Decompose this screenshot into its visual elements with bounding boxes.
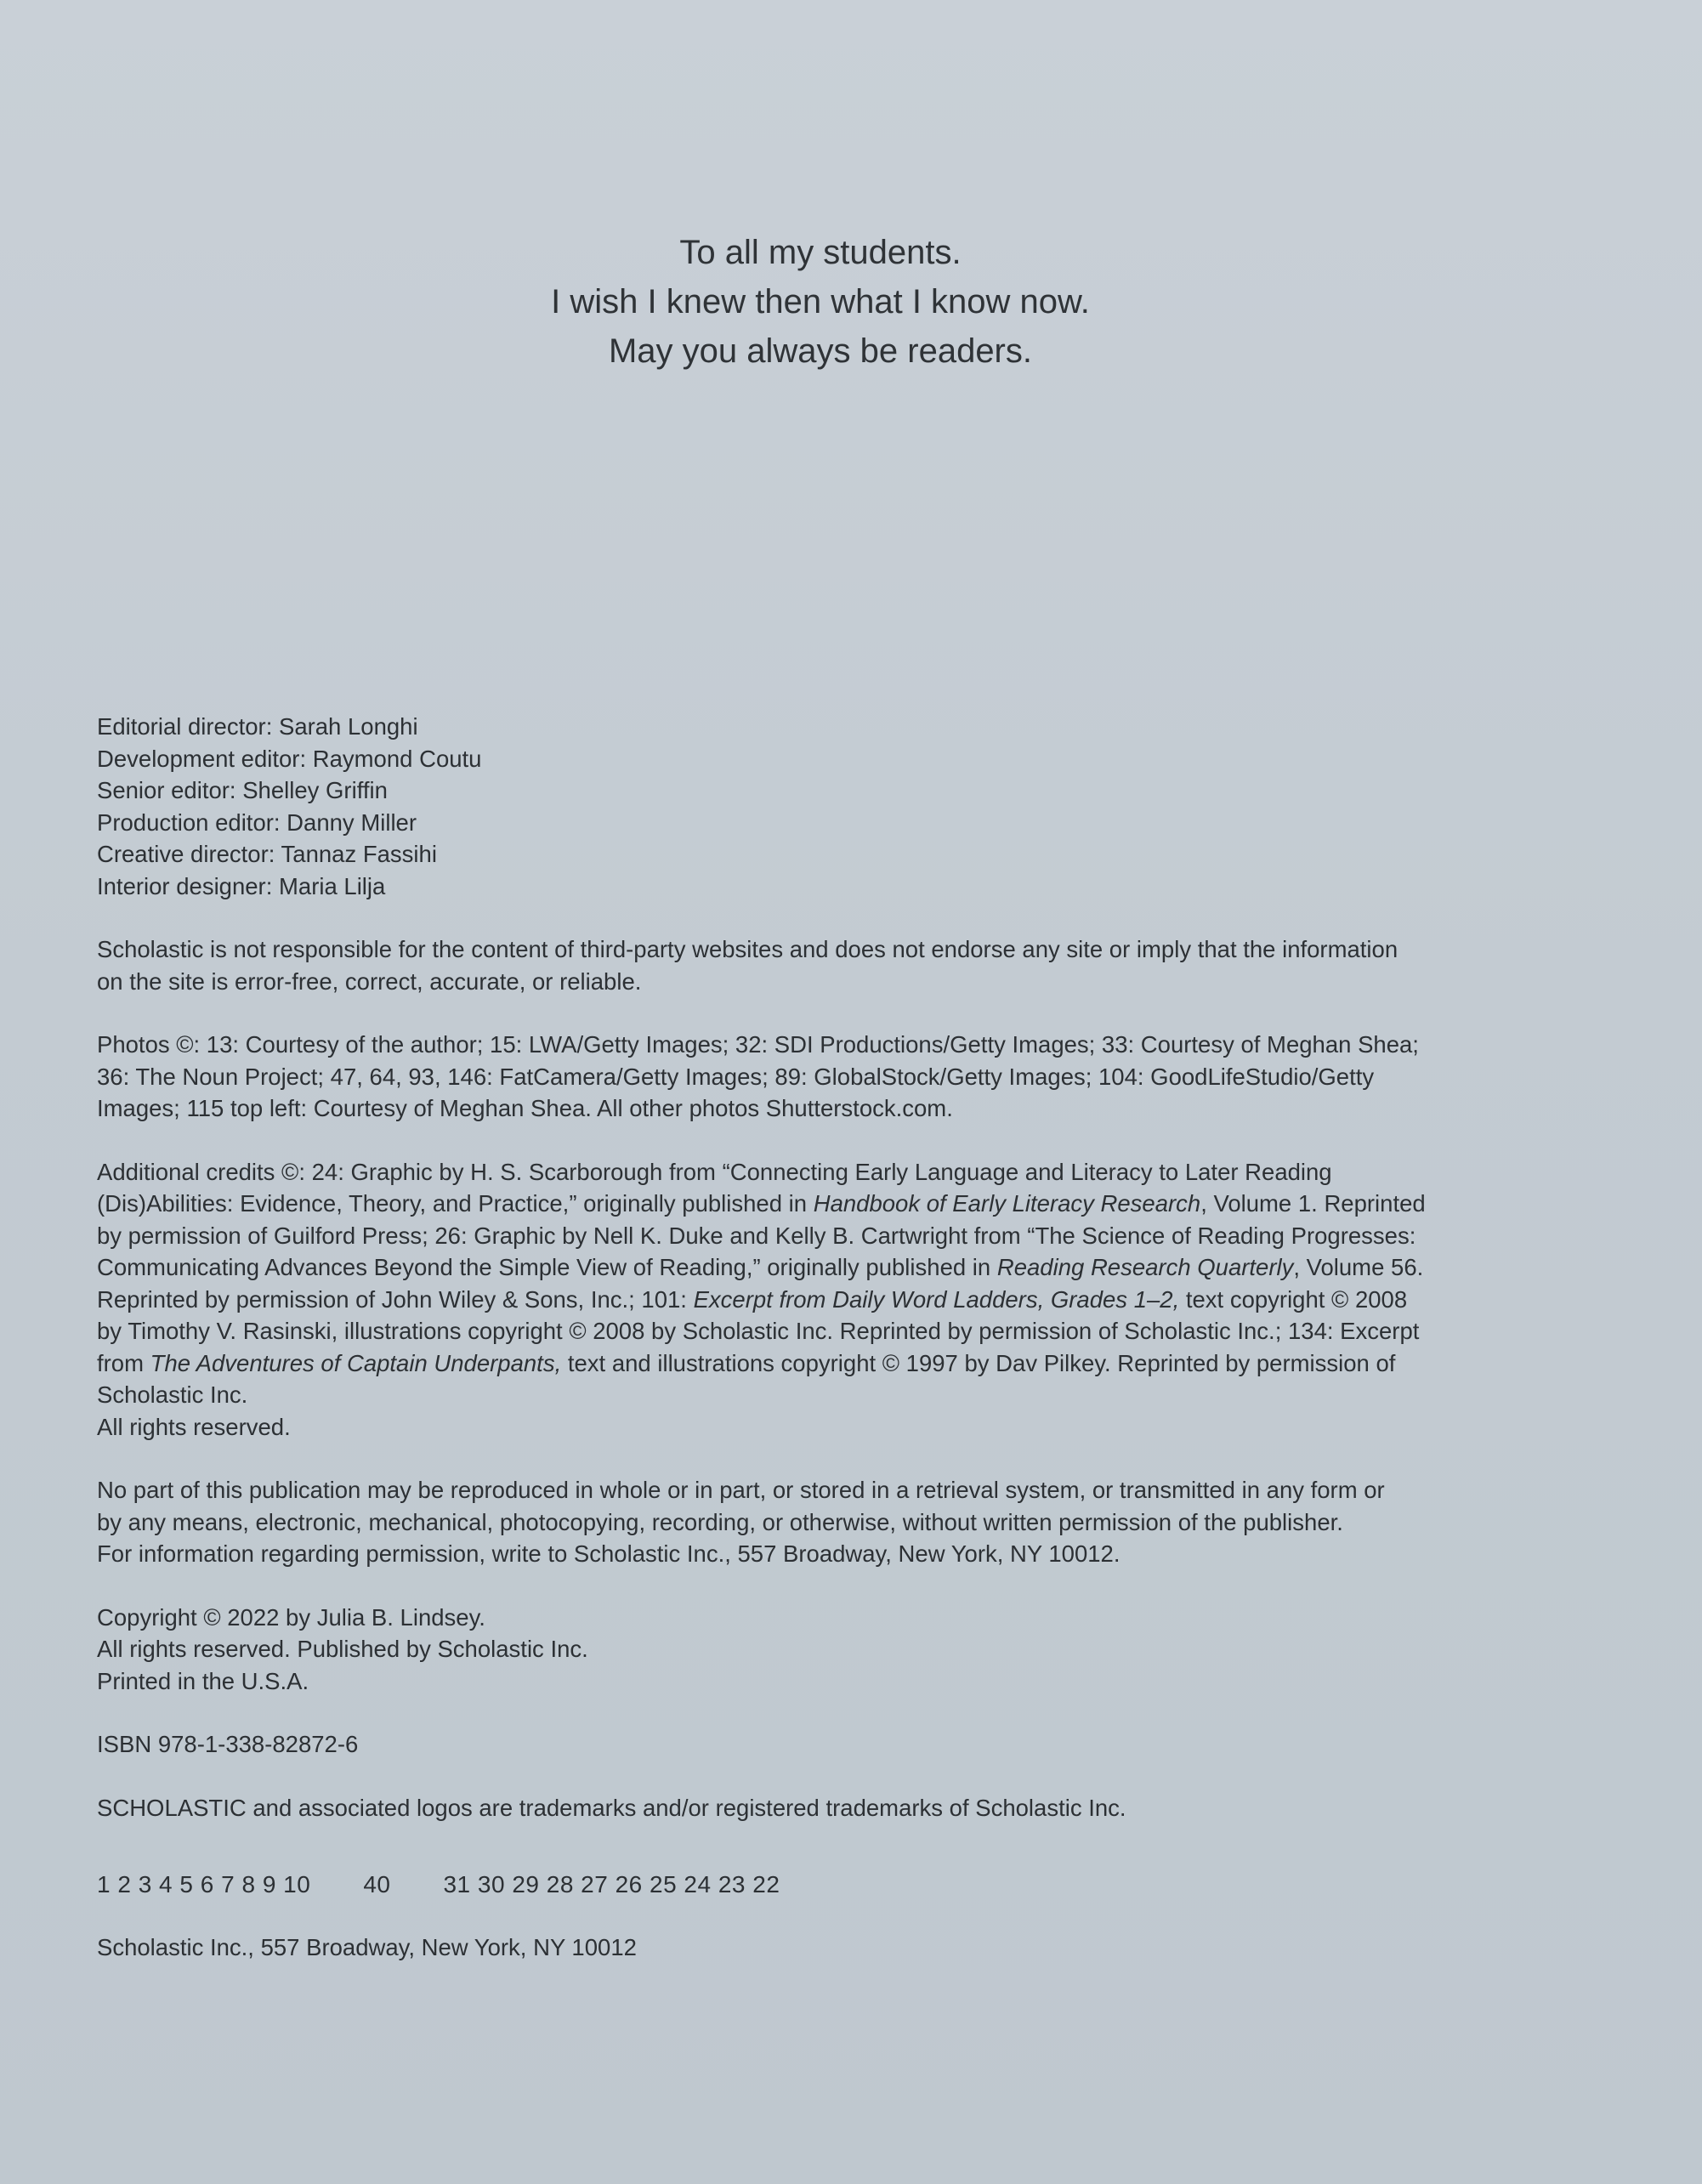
disclaimer-line: Scholastic is not responsible for the content of third-party websites and does not endorse any site or imply that the information [97, 936, 1398, 962]
text-run: , Volume 1. Reprinted [1200, 1190, 1426, 1217]
book-title: Excerpt from Daily Word Ladders, Grades 1–2, [693, 1285, 1180, 1313]
isbn: ISBN 978-1-338-82872-6 [97, 1731, 359, 1757]
staff-credit: Senior editor: Shelley Griffin [97, 777, 388, 803]
additional-credits-line [97, 1251, 1542, 1284]
staff-credit: Production editor: Danny Miller [97, 808, 417, 836]
printer-code: 40 [363, 1871, 391, 1898]
permission-notice [97, 1474, 1542, 1570]
staff-credit: Creative director: Tannaz Fassihi [97, 841, 437, 867]
additional-credits [97, 1156, 1542, 1444]
printing-numbers: 1 2 3 4 5 6 7 8 9 10 [97, 1871, 311, 1898]
journal-title: Reading Research Quarterly [996, 1254, 1294, 1280]
additional-credits-line: Additional credits ©: 24: Graphic by H. S. Scarborough from “Connecting Early Language and Literacy to Later Reading [97, 1158, 1332, 1185]
permission-line: No part of this publication may be reproduced in whole or in part, or stored in a retrieval system, or transmitted in any form or [97, 1477, 1385, 1503]
staff-credits [97, 711, 1542, 902]
additional-credits-line: All rights reserved. [97, 1413, 291, 1440]
permission-line: For information regarding permission, write to Scholastic Inc., 557 Broadway, New York, NY 10012. [97, 1540, 1120, 1567]
additional-credits-line [97, 1284, 1542, 1316]
copyright-line: Copyright © 2022 by Julia B. Lindsey. [97, 1603, 485, 1631]
text-run: , Volume 56. [1293, 1254, 1424, 1280]
photo-credits-line: 36: The Noun Project; 47, 64, 93, 146: FatCamera/Getty Images; 89: GlobalStock/Getty Images; 104: GoodLifeStudio/Getty [97, 1063, 1375, 1090]
publisher-address: Scholastic Inc., 557 Broadway, New York, NY 10012 [97, 1933, 637, 1960]
text-run: from [97, 1349, 150, 1376]
permission-line: by any means, electronic, mechanical, photocopying, recording, or otherwise, without written permission of the publisher. [97, 1508, 1343, 1535]
colophon [97, 711, 1542, 1963]
dedication-line: I wish I knew then what I know now. [551, 283, 1090, 321]
disclaimer-line: on the site is error-free, correct, accurate, or reliable. [97, 967, 642, 995]
printing-line [97, 1869, 1542, 1901]
staff-credit: Development editor: Raymond Coutu [97, 745, 482, 772]
copyright-notice [97, 1602, 1542, 1698]
printing-years: 31 30 29 28 27 26 25 24 23 22 [443, 1871, 780, 1898]
dedication-line: To all my students. [679, 234, 962, 271]
staff-credit: Interior designer: Maria Lilja [97, 872, 386, 899]
additional-credits-line: by Timothy V. Rasinski, illustrations copyright © 2008 by Scholastic Inc. Reprinted by permission of Scholastic Inc.; 134: Excerpt [97, 1318, 1420, 1344]
photo-credits [97, 1029, 1542, 1125]
copyright-line: All rights reserved. Published by Scholastic Inc. [97, 1636, 588, 1662]
text-run: (Dis)Abilities: Evidence, Theory, and Practice,” originally published in [97, 1190, 814, 1217]
book-title: Handbook of Early Literacy Research [813, 1190, 1201, 1217]
dedication [0, 228, 1641, 376]
copyright-line: Printed in the U.S.A. [97, 1667, 309, 1694]
additional-credits-line: by permission of Guilford Press; 26: Graphic by Nell K. Duke and Kelly B. Cartwright from “The Science of Reading Progresses: [97, 1222, 1416, 1249]
text-run: text and illustrations copyright © 1997 by Dav Pilkey. Reprinted by permission of [561, 1349, 1396, 1376]
additional-credits-line [97, 1347, 1542, 1380]
text-run: Reprinted by permission of John Wiley & Sons, Inc.; 101: [97, 1285, 694, 1313]
additional-credits-line [97, 1188, 1542, 1220]
dedication-line: May you always be readers. [608, 332, 1032, 370]
text-run: text copyright © 2008 [1179, 1285, 1408, 1313]
trademark-notice: SCHOLASTIC and associated logos are trademarks and/or registered trademarks of Scholastic Inc. [97, 1794, 1126, 1821]
text-run: Communicating Advances Beyond the Simple View of Reading,” originally published in [97, 1254, 997, 1280]
disclaimer [97, 933, 1542, 997]
additional-credits-line: Scholastic Inc. [97, 1381, 248, 1408]
book-title: The Adventures of Captain Underpants, [150, 1349, 562, 1376]
photo-credits-line: Photos ©: 13: Courtesy of the author; 15: LWA/Getty Images; 32: SDI Productions/Getty Images; 33: Courtesy of Meghan Shea; [97, 1031, 1419, 1058]
staff-credit: Editorial director: Sarah Longhi [97, 713, 418, 740]
photo-credits-line: Images; 115 top left: Courtesy of Meghan Shea. All other photos Shutterstock.com. [97, 1095, 953, 1121]
